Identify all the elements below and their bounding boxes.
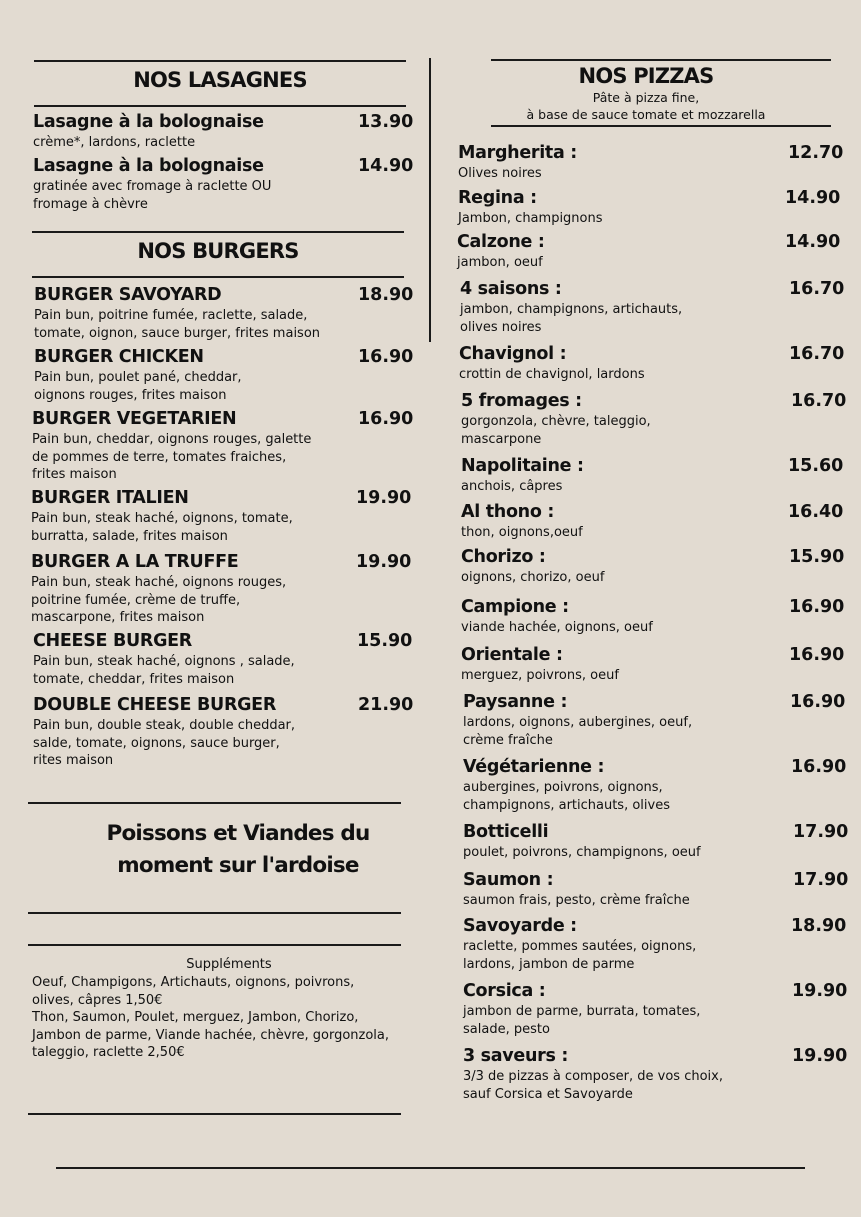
item-name: Chavignol : [459,344,567,364]
menu-item [31,487,412,545]
item-price: 14.90 [785,188,841,208]
menu-item [33,155,414,213]
item-name: BURGER CHICKEN [34,347,204,367]
item-price: 16.90 [358,347,414,367]
column-divider [429,58,431,342]
item-name: Lasagne à la bolognaise [33,156,264,176]
menu-item [463,869,849,910]
item-price: 16.90 [789,645,845,665]
item-name: Corsica : [463,981,546,1001]
item-description: jambon, champignons, artichauts, olives noires [460,302,683,335]
menu-item [461,546,845,587]
item-price: 16.90 [358,409,414,429]
menu-item [463,691,846,749]
item-price: 16.70 [791,391,847,411]
item-description: Pain bun, cheddar, oignons rouges, galette de pommes de terre, tomates fraiches, frites maison [32,432,312,482]
ardoise-line-1: Poissons et Viandes du [106,821,370,846]
item-description: viande hachée, oignons, oeuf [461,620,653,635]
menu-item [463,915,847,973]
menu-item [461,455,844,496]
item-price: 13.90 [358,112,414,132]
item-name: 5 fromages : [461,391,582,411]
item-description: merguez, poivrons, oeuf [461,668,619,683]
menu-item [460,278,845,336]
item-price: 16.70 [789,344,845,364]
menu-item [461,596,845,637]
item-price: 15.90 [357,631,413,651]
menu-item [461,390,847,448]
item-name: Calzone : [457,232,545,252]
item-name: DOUBLE CHEESE BURGER [33,695,277,715]
item-description: saumon frais, pesto, crème fraîche [463,893,690,908]
item-description: crème*, lardons, raclette [33,135,196,150]
menu-item [461,644,845,685]
ardoise-line-2: moment sur l'ardoise [117,853,359,878]
lasagnes-title: NOS LASAGNES [133,68,307,92]
divider [32,231,404,233]
item-price: 19.90 [792,981,848,1001]
pizzas-subtitle: Pâte à pizza fine, [592,90,700,105]
item-name: Campione : [461,597,569,617]
item-name: CHEESE BURGER [33,631,192,651]
item-price: 14.90 [358,156,414,176]
menu-item [458,187,841,228]
supplements-line: olives, câpres 1,50€ [32,992,163,1008]
item-name: Saumon : [463,870,554,890]
item-price: 19.90 [792,1046,848,1066]
menu-item [34,346,414,404]
burgers-title: NOS BURGERS [137,239,299,263]
item-description: oignons, chorizo, oeuf [461,570,605,585]
supplements-line: Thon, Saumon, Poulet, merguez, Jambon, Chorizo, [32,1010,359,1025]
menu-item [31,551,412,627]
item-name: Orientale : [461,645,563,665]
item-name: BURGER A LA TRUFFE [31,552,239,572]
item-description: Pain bun, steak haché, oignons rouges, poitrine fumée, crème de truffe, mascarpone, frites maison [31,575,287,625]
supplements-text [32,974,389,1062]
item-price: 12.70 [788,143,844,163]
item-description: 3/3 de pizzas à composer, de vos choix, sauf Corsica et Savoyarde [463,1069,723,1102]
item-description: lardons, oignons, aubergines, oeuf, crème fraîche [463,715,693,748]
item-description: crottin de chavignol, lardons [459,367,645,382]
menu-item [34,284,414,342]
item-name: Botticelli [463,822,549,842]
item-description: raclette, pommes sautées, oignons, lardons, jambon de parme [463,939,697,972]
item-description: Olives noires [458,166,542,181]
divider [34,105,406,107]
item-description: Pain bun, poulet pané, cheddar, oignons rouges, frites maison [34,370,242,403]
item-name: Chorizo : [461,547,546,567]
divider [32,276,404,278]
item-price: 14.90 [785,232,841,252]
menu-item [33,694,414,770]
item-price: 15.60 [788,456,844,476]
item-name: BURGER SAVOYARD [34,285,222,305]
divider [28,912,401,914]
item-price: 17.90 [793,870,849,890]
item-price: 16.90 [789,597,845,617]
item-name: Margherita : [458,143,578,163]
item-name: 3 saveurs : [463,1046,569,1066]
item-price: 21.90 [358,695,414,715]
item-name: Al thono : [461,502,555,522]
item-description: gratinée avec fromage à raclette OU fromage à chèvre [33,179,272,212]
item-description: Jambon, champignons [458,211,603,226]
item-price: 16.40 [788,502,844,522]
menu-item [458,142,844,183]
item-name: Lasagne à la bolognaise [33,112,264,132]
pizzas-title: NOS PIZZAS [578,64,714,88]
item-description: poulet, poivrons, champignons, oeuf [463,845,701,860]
supplements-line: Jambon de parme, Viande hachée, chèvre, gorgonzola, [32,1027,389,1043]
divider [28,802,401,804]
item-description: anchois, câpres [461,479,563,494]
item-price: 18.90 [358,285,414,305]
item-description: Pain bun, steak haché, oignons, tomate, burratta, salade, frites maison [31,511,293,544]
item-description: Pain bun, double steak, double cheddar, salde, tomate, oignons, sauce burger, rites maison [33,718,296,768]
item-price: 16.90 [791,757,847,777]
supplements-title: Suppléments [186,957,272,972]
divider [56,1167,805,1169]
item-description: jambon de parme, burrata, tomates, salade, pesto [463,1004,701,1037]
menu-item [463,980,848,1038]
item-price: 16.70 [789,279,845,299]
item-price: 15.90 [789,547,845,567]
menu-item [463,756,847,814]
divider [34,60,406,62]
item-price: 18.90 [791,916,847,936]
item-description: Pain bun, steak haché, oignons , salade, tomate, cheddar, frites maison [33,654,295,687]
menu-item [457,231,841,272]
item-description: jambon, oeuf [457,255,543,270]
item-description: Pain bun, poitrine fumée, raclette, salade, tomate, oignon, sauce burger, frites maison [34,308,321,341]
item-description: aubergines, poivrons, oignons, champignons, artichauts, olives [463,780,670,813]
item-name: BURGER ITALIEN [31,488,189,508]
item-description: gorgonzola, chèvre, taleggio, mascarpone [461,414,651,447]
supplements-line: Oeuf, Champigons, Artichauts, oignons, poivrons, [32,975,355,990]
item-name: Savoyarde : [463,916,577,936]
menu-item [32,408,414,484]
supplements-line: taleggio, raclette 2,50€ [32,1045,185,1060]
item-price: 19.90 [356,552,412,572]
menu-item [33,630,413,688]
item-name: Regina : [458,188,537,208]
divider [491,59,831,61]
item-price: 19.90 [356,488,412,508]
item-price: 16.90 [790,692,846,712]
menu-item [463,1045,848,1103]
item-name: Paysanne : [463,692,568,712]
menu-item [463,821,849,862]
divider [28,1113,401,1115]
menu-item [459,343,845,384]
divider [491,125,831,127]
menu-item [33,111,414,152]
divider [28,944,401,946]
item-name: BURGER VEGETARIEN [32,409,237,429]
menu-item [461,501,844,542]
item-name: Napolitaine : [461,456,584,476]
item-name: Végétarienne : [463,757,605,777]
item-name: 4 saisons : [460,279,562,299]
pizzas-subtitle: à base de sauce tomate et mozzarella [526,107,766,122]
item-price: 17.90 [793,822,849,842]
item-description: thon, oignons,oeuf [461,525,583,540]
